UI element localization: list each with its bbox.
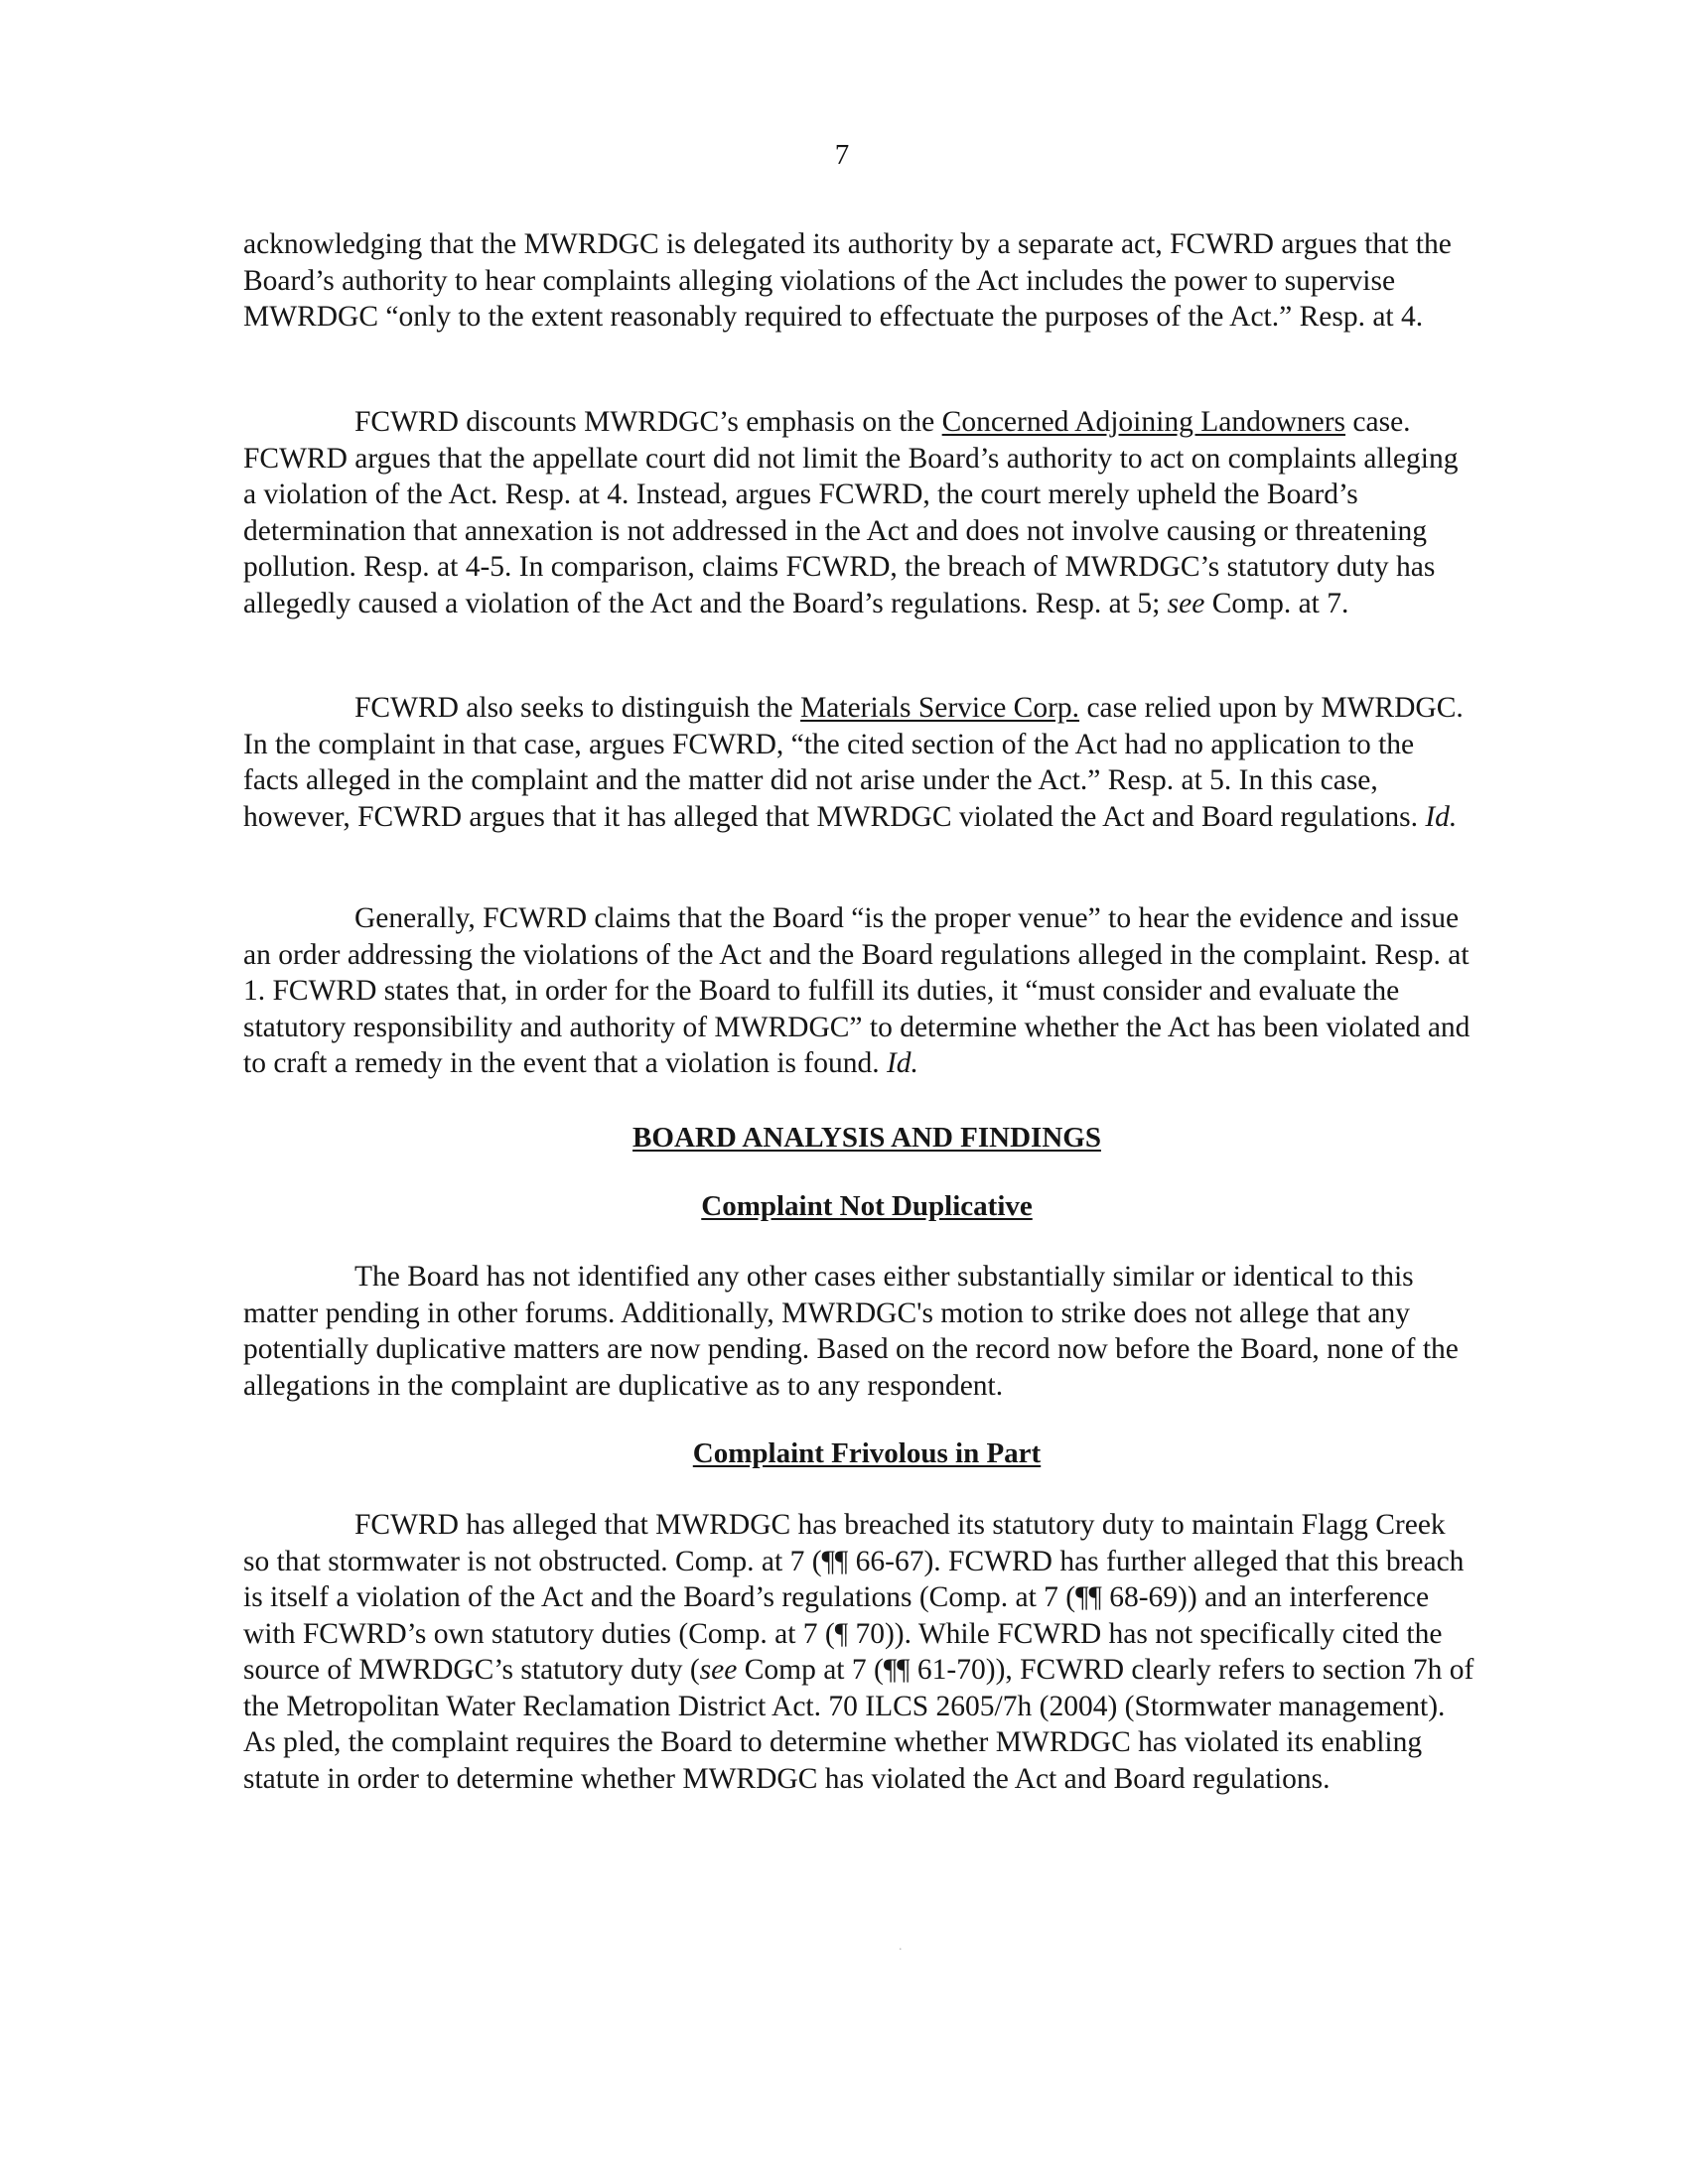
paragraph-text: The Board has not identified any other cases either substantially similar or identical to this matter pending in other forums. Additionally, MWRDGC's motion to strike does not allege that any potentially duplicative matters are now pending. Based on the record now before the Board, none of the allegations in the complaint are duplicative as to any respondent. xyxy=(243,1261,1459,1402)
paragraph-text: FCWRD has alleged that MWRDGC has breached its statutory duty to maintain Flagg Creek so that stormwater is not obstructed. Comp. at 7 (¶¶ 66-67). FCWRD has further alleged that this breach is itself a violation of the Act and the Board’s regulations (Comp. at 7 (¶¶ 68-69)) and an interference with FCWRD’s own statutory duties (Comp. at 7 (¶ 70)). While FCWRD has not specifically cited the source of MWRDGC’s statutory duty ( xyxy=(243,1509,1465,1686)
signal-see: see xyxy=(1167,587,1205,619)
paragraph-resp-authority xyxy=(243,226,1474,336)
section-heading-analysis: BOARD ANALYSIS AND FINDINGS xyxy=(632,1122,1101,1154)
paragraph-text: case. FCWRD argues that the appellate court did not limit the Board’s authority to act on complaints alleging a violation of the Act. Resp. at 4. Instead, argues FCWRD, the court merely upheld the Board’s determination that annexation is not addressed in the Act and does not involve causing or threatening pollution. Resp. at 4-5. In comparison, claims FCWRD, the breach of MWRDGC’s statutory duty has allegedly caused a violation of the Act and the Board’s regulations. Resp. at 5; xyxy=(243,406,1459,619)
case-citation: Concerned Adjoining Landowners xyxy=(941,406,1346,438)
paragraph-text: acknowledging that the MWRDGC is delegated its authority by a separate act, FCWRD argues that the Board’s authority to hear complaints alleging violations of the Act includes the power to supervise MWRDGC “only to the extent reasonably required to effectuate the purposes of the Act.” Resp. at 4. xyxy=(243,228,1452,333)
paragraph-text: FCWRD discounts MWRDGC’s emphasis on the xyxy=(354,406,942,438)
subheading-frivolous: Complaint Frivolous in Part xyxy=(692,1437,1042,1469)
paragraph-text: Generally, FCWRD claims that the Board “is the proper venue” to hear the evidence and issue an order addressing the violations of the Act and the Board regulations alleged in the complaint. Resp. at 1. FCWRD states that, in order for the Board to fulfill its duties, it “must consider and evaluate the statutory responsibility and authority of MWRDGC” to determine whether the Act has been violated and to craft a remedy in the event that a violation is found. xyxy=(243,902,1471,1079)
paragraph-materials-service xyxy=(243,690,1474,835)
paragraph-text: Comp. at 7. xyxy=(1204,587,1349,619)
paragraph-not-duplicative xyxy=(243,1259,1474,1404)
signal-see: see xyxy=(699,1654,738,1686)
paragraph-text: FCWRD also seeks to distinguish the xyxy=(354,692,801,724)
signal-id: Id. xyxy=(886,1047,918,1079)
paragraph-text: case relied upon by MWRDGC. In the complaint in that case, argues FCWRD, “the cited section of the Act had no application to the facts alleged in the complaint and the matter did not arise under the Act.” Resp. at 5. In this case, however, FCWRD argues that it has alleged that MWRDGC violated the Act and Board regulations. xyxy=(243,692,1464,833)
scan-mark: . xyxy=(899,1939,903,1954)
case-citation: Materials Service Corp. xyxy=(800,692,1080,724)
page-number: 7 xyxy=(834,139,850,171)
subheading-not-duplicative: Complaint Not Duplicative xyxy=(701,1190,1033,1222)
paragraph-proper-venue xyxy=(243,900,1474,1082)
paragraph-text: Comp at 7 (¶¶ 61-70)), FCWRD clearly refers to section 7h of the Metropolitan Water Reclamation District Act. 70 ILCS 2605/7h (2004) (Stormwater management). As pled, the complaint requires the Board to determine whether MWRDGC has violated its enabling statute in order to determine whether MWRDGC has violated the Act and Board regulations. xyxy=(243,1654,1474,1795)
signal-id: Id. xyxy=(1425,800,1458,833)
paragraph-concerned-landowners xyxy=(243,404,1474,621)
paragraph-frivolous xyxy=(243,1507,1474,1797)
